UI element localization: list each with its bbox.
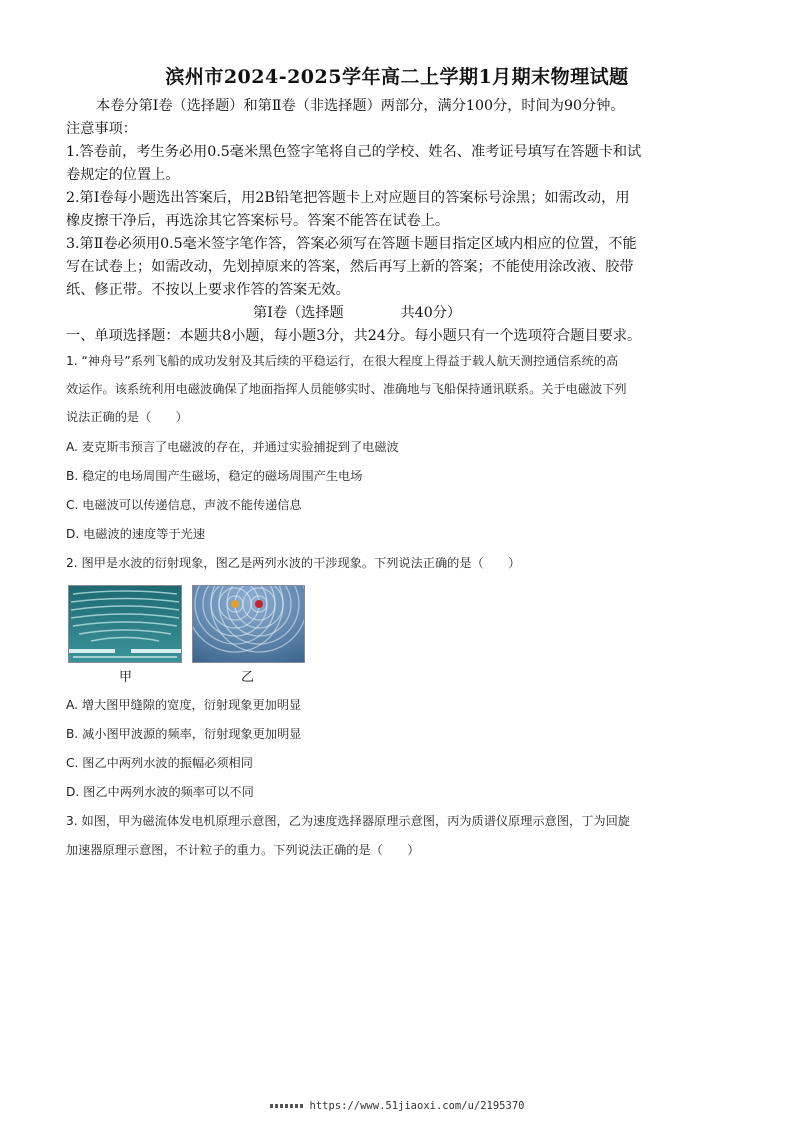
q1-option-a: A. 麦克斯韦预言了电磁波的存在，并通过实验捕捉到了电磁波 (66, 440, 399, 454)
q3-stem-line-1: 3. 如图，甲为磁流体发电机原理示意图，乙为速度选择器原理示意图，丙为质谱仪原理示意图，丁为回旋 (66, 814, 630, 828)
q2-option-d: D. 图乙中两列水波的频率可以不同 (66, 785, 254, 799)
notice-heading: 注意事项： (66, 121, 137, 137)
figure-interference (192, 585, 305, 663)
note-2-line-2: 橡皮擦干净后，再选涂其它答案标号。答案不能答在试卷上。 (66, 213, 450, 229)
note-3-line-2: 写在试卷上；如需改动，先划掉原来的答案，然后再写上新的答案；不能使用涂改液、胶带 (66, 259, 634, 275)
q3-stem-line-2: 加速器原理示意图，不计粒子的重力。下列说法正确的是（ ） (66, 843, 420, 857)
q1-option-b: B. 稳定的电场周围产生磁场，稳定的磁场周围产生电场 (66, 469, 363, 483)
page-title: 滨州市2024-2025学年高二上学期1月期末物理试题 (165, 66, 629, 88)
note-3-line-1: 3.第Ⅱ卷必须用0.5毫米签字笔作答，答案必须写在答题卡题目指定区域内相应的位置，不能 (66, 236, 637, 252)
footer-url[interactable] (0, 1100, 794, 1112)
note-1-line-2: 卷规定的位置上。 (66, 167, 180, 183)
q1-stem-line-3: 说法正确的是（ ） (66, 410, 188, 424)
footer-link[interactable]: https://www.51jiaoxi.com/u/2195370 (309, 1100, 525, 1112)
note-1-line-1: 1.答卷前，考生务必用0.5毫米黑色签字笔将自己的学校、姓名、准考证号填写在答题卡和试 (66, 144, 642, 160)
q2-option-c: C. 图乙中两列水波的振幅必须相同 (66, 756, 253, 770)
note-3-line-3: 纸、修正带。不按以上要求作答的答案无效。 (66, 282, 350, 298)
exam-intro: 本卷分第Ⅰ卷（选择题）和第Ⅱ卷（非选择题）两部分，满分100分，时间为90分钟。 (96, 98, 625, 114)
q1-stem-line-1: 1. “神舟号”系列飞船的成功发射及其后续的平稳运行，在很大程度上得益于载人航天测控通信系统的高 (66, 354, 619, 368)
diffraction-image (69, 586, 181, 662)
note-2-line-1: 2.第Ⅰ卷每小题选出答案后，用2B铅笔把答题卡上对应题目的答案标号涂黑；如需改动，用 (66, 190, 630, 206)
q1-option-d: D. 电磁波的速度等于光速 (66, 527, 206, 541)
q1-option-c: C. 电磁波可以传递信息，声波不能传递信息 (66, 498, 302, 512)
figure-diffraction (68, 585, 182, 663)
interference-image (193, 586, 304, 662)
figure-caption-b: 乙 (241, 670, 255, 685)
q2-option-b: B. 减小图甲波源的频率，衍射现象更加明显 (66, 727, 302, 741)
section-title: 第Ⅰ卷（选择题 共40分） (253, 305, 462, 321)
footer-logo-icon (270, 1104, 304, 1108)
section-1-heading: 一、单项选择题：本题共8小题，每小题3分，共24分。每小题只有一个选项符合题目要求。 (66, 328, 642, 344)
wave-source-2 (255, 600, 263, 608)
figure-caption-a: 甲 (119, 670, 133, 685)
q1-stem-line-2: 效运作。该系统利用电磁波确保了地面指挥人员能够实时、准确地与飞船保持通讯联系。关于电磁波下列 (66, 382, 627, 396)
wave-source-1 (231, 600, 239, 608)
q2-stem: 2. 图甲是水波的衍射现象，图乙是两列水波的干涉现象。下列说法正确的是（ ） (66, 556, 521, 570)
q2-option-a: A. 增大图甲缝隙的宽度，衍射现象更加明显 (66, 698, 302, 712)
